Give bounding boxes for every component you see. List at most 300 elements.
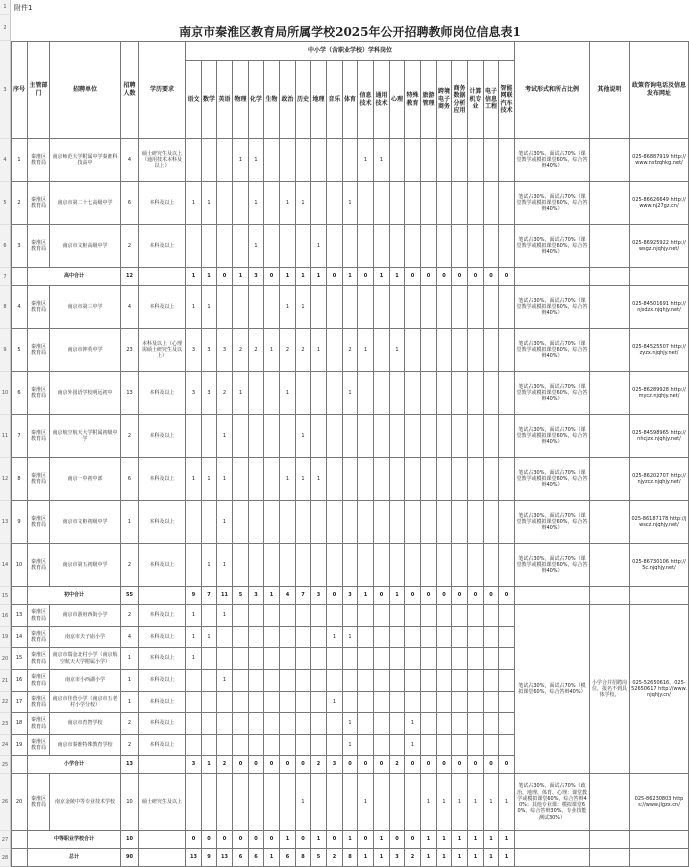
row-seq: 10 <box>11 544 28 587</box>
row-header[interactable]: 14 <box>0 544 11 587</box>
subject-value: 1 <box>202 286 217 329</box>
subject-value <box>452 286 468 329</box>
subject-value <box>484 501 499 544</box>
subject-value <box>499 501 515 544</box>
subject-value <box>421 458 437 501</box>
row-header[interactable]: 11 <box>0 415 11 458</box>
subject-value <box>358 225 374 268</box>
subject-value: 7 <box>202 587 217 605</box>
row-unit: 南京外国语学校明远初中 <box>50 372 121 415</box>
subject-value: 1 <box>186 605 202 627</box>
subject-value <box>296 713 311 735</box>
subject-value <box>358 670 374 692</box>
row-header[interactable]: 26 <box>0 774 11 831</box>
subject-value <box>358 735 374 756</box>
subject-value <box>233 735 249 756</box>
row-header[interactable]: 24 <box>0 735 11 756</box>
subject-value <box>374 372 390 415</box>
subject-value <box>452 544 468 587</box>
subject-value <box>358 648 374 670</box>
subject-value <box>421 670 437 692</box>
subject-value <box>374 544 390 587</box>
subject-value <box>233 225 249 268</box>
subject-value <box>264 713 280 735</box>
subject-value <box>437 544 452 587</box>
subject-value <box>311 139 327 182</box>
subject-value <box>343 139 358 182</box>
subject-value: 1 <box>311 225 327 268</box>
subject-value <box>374 415 390 458</box>
row-count: 2 <box>121 225 139 268</box>
subject-value <box>484 415 499 458</box>
subject-value <box>280 544 296 587</box>
subject-value <box>233 415 249 458</box>
subject-value <box>249 605 264 627</box>
subject-value <box>233 544 249 587</box>
row-header[interactable]: 25 <box>0 756 11 774</box>
subject-value <box>468 501 484 544</box>
subject-value <box>311 648 327 670</box>
subject-value: 6 <box>249 849 264 867</box>
subject-value <box>217 627 233 648</box>
subject-value: 0 <box>186 831 202 849</box>
subject-value: 3 <box>186 329 202 372</box>
subject-value <box>343 225 358 268</box>
primary-exam-merged: 笔试占30%，面试占70%（模拟课堂60%，综合答辩40%） <box>515 605 590 774</box>
row-dept: 秦淮区教育局 <box>28 286 50 329</box>
subject-value: 1 <box>499 849 515 867</box>
row-dept: 秦淮区教育局 <box>28 182 50 225</box>
subject-value: 0 <box>484 756 499 774</box>
subject-value: 0 <box>421 587 437 605</box>
total-edu <box>139 849 186 867</box>
subject-value <box>405 225 421 268</box>
row-header[interactable]: 23 <box>0 713 11 735</box>
subject-value: 13 <box>217 849 233 867</box>
header-subject: 电子信息工程 <box>484 61 499 139</box>
subject-value: 0 <box>421 756 437 774</box>
subject-value: 1 <box>311 831 327 849</box>
row-other <box>590 458 630 501</box>
subject-value: 0 <box>296 756 311 774</box>
row-header[interactable]: 22 <box>0 692 11 713</box>
subject-value: 1 <box>296 774 311 831</box>
subject-value: 1 <box>280 286 296 329</box>
header-subject: 物理 <box>233 61 249 139</box>
row-exam: 笔试占30%，面试占70%（课堂教学或模拟课堂60%，综合答辩40%） <box>515 501 590 544</box>
subject-value: 1 <box>202 458 217 501</box>
subject-value: 1 <box>217 415 233 458</box>
subject-value: 1 <box>405 735 421 756</box>
row-header[interactable]: 28 <box>0 849 11 867</box>
row-other <box>590 329 630 372</box>
row-dept: 秦淮区教育局 <box>28 627 50 648</box>
subject-value: 4 <box>280 587 296 605</box>
subject-value: 0 <box>405 268 421 286</box>
row-count: 1 <box>121 648 139 670</box>
subject-value <box>405 182 421 225</box>
subject-value: 1 <box>217 501 233 544</box>
subject-value <box>390 372 405 415</box>
subject-value <box>437 139 452 182</box>
subject-value <box>186 735 202 756</box>
subject-value <box>249 372 264 415</box>
subject-value <box>437 692 452 713</box>
row-header[interactable]: 1 <box>0 0 11 15</box>
subject-value <box>421 329 437 372</box>
subject-value <box>421 627 437 648</box>
subject-value: 1 <box>437 774 452 831</box>
row-edu: 本科及以上 <box>139 670 186 692</box>
subject-value <box>233 692 249 713</box>
row-edu: 本科及以上 <box>139 458 186 501</box>
subject-value <box>264 648 280 670</box>
subject-value <box>327 182 343 225</box>
subject-value <box>264 605 280 627</box>
row-header[interactable]: 7 <box>0 268 11 286</box>
subject-value: 1 <box>217 670 233 692</box>
subject-value: 1 <box>249 139 264 182</box>
row-policy: 025-86626649 http://www.nj27gz.cn/ <box>630 182 689 225</box>
subject-value <box>311 544 327 587</box>
row-seq: 17 <box>11 692 28 713</box>
subject-value <box>405 415 421 458</box>
subject-value <box>296 670 311 692</box>
row-count: 2 <box>121 415 139 458</box>
subject-value <box>296 735 311 756</box>
subject-value: 1 <box>296 458 311 501</box>
subject-value: 1 <box>217 458 233 501</box>
row-dept: 秦淮区教育局 <box>28 648 50 670</box>
subject-value <box>327 774 343 831</box>
subject-value <box>499 735 515 756</box>
row-edu: 硕士研究生及以上 <box>139 774 186 831</box>
subject-value <box>374 501 390 544</box>
row-other <box>590 831 630 849</box>
row-header[interactable]: 9 <box>0 329 11 372</box>
row-header[interactable]: 13 <box>0 501 11 544</box>
subject-value <box>499 182 515 225</box>
subject-value <box>358 713 374 735</box>
subject-value <box>327 139 343 182</box>
row-dept: 秦淮区教育局 <box>28 544 50 587</box>
row-header[interactable]: 2 <box>0 15 11 41</box>
row-header[interactable]: 12 <box>0 458 11 501</box>
subject-value <box>405 139 421 182</box>
row-dept: 秦淮区教育局 <box>28 605 50 627</box>
subject-value <box>327 648 343 670</box>
header-other: 其他说明 <box>590 41 630 139</box>
row-unit: 南京市文枢初级中学 <box>50 501 121 544</box>
subject-value: 1 <box>186 182 202 225</box>
subject-value <box>264 225 280 268</box>
subject-value <box>499 139 515 182</box>
subject-value <box>249 286 264 329</box>
subject-value: 0 <box>484 268 499 286</box>
subject-value: 9 <box>202 849 217 867</box>
subject-value <box>468 605 484 627</box>
row-other <box>590 286 630 329</box>
subject-value: 1 <box>217 605 233 627</box>
subject-value <box>327 458 343 501</box>
subject-value: 2 <box>327 849 343 867</box>
subject-value <box>280 627 296 648</box>
total-label: 高中合计 <box>28 268 121 286</box>
row-edu: 本科及以上 <box>139 648 186 670</box>
subject-value <box>390 605 405 627</box>
subject-value <box>358 458 374 501</box>
subject-value <box>484 648 499 670</box>
row-unit: 南京市文枢高级中学 <box>50 225 121 268</box>
subject-value <box>296 225 311 268</box>
subject-value: 1 <box>452 774 468 831</box>
row-seq: 18 <box>11 713 28 735</box>
row-edu: 本科及以上（心理需硕士研究生及以上） <box>139 329 186 372</box>
subject-value <box>311 182 327 225</box>
subject-value <box>468 182 484 225</box>
subject-value: 1 <box>296 286 311 329</box>
row-edu: 本科及以上 <box>139 501 186 544</box>
subject-value <box>421 372 437 415</box>
row-unit: 南京市第三中学 <box>50 286 121 329</box>
subject-value <box>421 735 437 756</box>
subject-value: 1 <box>374 831 390 849</box>
subject-value: 2 <box>280 329 296 372</box>
subject-value <box>452 670 468 692</box>
subject-value: 3 <box>186 372 202 415</box>
row-other <box>590 372 630 415</box>
total-count: 10 <box>121 831 139 849</box>
subject-value <box>327 329 343 372</box>
subject-value: 11 <box>217 587 233 605</box>
subject-value <box>327 544 343 587</box>
subject-value <box>343 774 358 831</box>
subject-value <box>499 627 515 648</box>
subject-value <box>296 648 311 670</box>
subject-value: 2 <box>390 756 405 774</box>
subject-value <box>499 692 515 713</box>
subject-value <box>437 182 452 225</box>
subject-value: 1 <box>468 831 484 849</box>
subject-value <box>202 735 217 756</box>
subject-value: 2 <box>405 849 421 867</box>
row-edu: 本科及以上 <box>139 627 186 648</box>
row-dept: 秦淮区教育局 <box>28 774 50 831</box>
subject-value: 1 <box>327 692 343 713</box>
subject-value: 1 <box>249 182 264 225</box>
subject-value <box>233 182 249 225</box>
row-policy: 025-84501691 http://njsdzx.njqhjy.net/ <box>630 286 689 329</box>
subject-value: 1 <box>421 831 437 849</box>
subject-value <box>327 225 343 268</box>
primary-other-merged: 小学合并招聘岗位，报名不到具体学校。 <box>590 605 630 774</box>
subject-value <box>311 774 327 831</box>
subject-value <box>186 415 202 458</box>
subject-value <box>233 605 249 627</box>
subject-value: 0 <box>452 756 468 774</box>
subject-value <box>452 605 468 627</box>
row-dept: 秦淮区教育局 <box>28 139 50 182</box>
row-unit: 南京市秦淮特殊教育学校 <box>50 735 121 756</box>
row-header[interactable]: 27 <box>0 831 11 849</box>
subject-value <box>327 670 343 692</box>
subject-value: 2 <box>343 329 358 372</box>
subject-value: 0 <box>264 831 280 849</box>
subject-value <box>468 670 484 692</box>
subject-value <box>202 713 217 735</box>
subject-value <box>233 501 249 544</box>
total-edu <box>139 587 186 605</box>
subject-value: 7 <box>296 587 311 605</box>
header-subject: 数学 <box>202 61 217 139</box>
subject-value <box>296 627 311 648</box>
subject-value <box>311 692 327 713</box>
row-unit: 南京市夫子庙小学 <box>50 627 121 648</box>
subject-value <box>468 648 484 670</box>
row-seq: 15 <box>11 648 28 670</box>
subject-value: 1 <box>280 182 296 225</box>
subject-value <box>358 372 374 415</box>
row-header[interactable]: 21 <box>0 670 11 692</box>
subject-value <box>233 286 249 329</box>
total-seq <box>11 831 28 849</box>
subject-value <box>186 670 202 692</box>
subject-value <box>437 372 452 415</box>
subject-value <box>484 372 499 415</box>
subject-value: 1 <box>186 268 202 286</box>
subject-value: 0 <box>468 268 484 286</box>
row-count: 6 <box>121 458 139 501</box>
subject-value <box>390 692 405 713</box>
subject-value: 1 <box>202 756 217 774</box>
subject-value <box>484 225 499 268</box>
header-subject: 语文 <box>186 61 202 139</box>
subject-value <box>484 605 499 627</box>
row-other <box>590 544 630 587</box>
total-seq <box>11 756 28 774</box>
subject-value <box>437 670 452 692</box>
subject-value <box>264 670 280 692</box>
row-exam <box>515 849 590 867</box>
subject-value <box>499 648 515 670</box>
header-subject: 智能网联汽车技术 <box>499 61 515 139</box>
subject-value <box>452 182 468 225</box>
row-dept: 秦淮区教育局 <box>28 458 50 501</box>
subject-value <box>280 605 296 627</box>
subject-value <box>217 713 233 735</box>
subject-value <box>280 735 296 756</box>
row-other <box>590 268 630 286</box>
subject-value <box>296 501 311 544</box>
subject-value <box>358 627 374 648</box>
row-header[interactable]: 20 <box>0 648 11 670</box>
subject-value: 0 <box>327 268 343 286</box>
subject-value: 2 <box>233 329 249 372</box>
total-seq <box>11 849 28 867</box>
subject-value <box>202 670 217 692</box>
header-subject: 通用技术 <box>374 61 390 139</box>
subject-value <box>249 774 264 831</box>
subject-value: 0 <box>437 756 452 774</box>
header-subject: 跨境电子商务 <box>437 61 452 139</box>
subject-value <box>264 544 280 587</box>
row-edu: 本科及以上 <box>139 372 186 415</box>
row-header[interactable]: 5 <box>0 182 11 225</box>
subject-value: 0 <box>358 831 374 849</box>
subject-value: 1 <box>374 849 390 867</box>
subject-value <box>327 501 343 544</box>
header-exam: 考试形式和所占比例 <box>515 41 590 139</box>
row-header[interactable]: 8 <box>0 286 11 329</box>
row-exam: 笔试占30%，面试占70%（课堂教学或模拟课堂60%，综合答辩40%） <box>515 286 590 329</box>
row-seq: 2 <box>11 182 28 225</box>
subject-value: 3 <box>202 329 217 372</box>
subject-value: 1 <box>202 182 217 225</box>
subject-value <box>249 670 264 692</box>
row-header[interactable]: 15 <box>0 587 11 605</box>
subject-value <box>405 458 421 501</box>
subject-value: 2 <box>217 756 233 774</box>
subject-value: 1 <box>311 268 327 286</box>
row-exam: 笔试占30%，面试占70%（课堂教学或模拟课堂60%，综合答辩40%） <box>515 415 590 458</box>
row-header[interactable]: 10 <box>0 372 11 415</box>
total-count: 90 <box>121 849 139 867</box>
subject-value: 0 <box>484 587 499 605</box>
header-subject: 计算机专业 <box>468 61 484 139</box>
subject-value: 0 <box>499 756 515 774</box>
subject-value: 1 <box>358 587 374 605</box>
row-policy <box>630 587 689 605</box>
row-count: 4 <box>121 286 139 329</box>
row-edu: 本科及以上 <box>139 692 186 713</box>
row-unit: 南京市育智学校 <box>50 713 121 735</box>
subject-value <box>217 182 233 225</box>
subject-value <box>405 670 421 692</box>
subject-value: 0 <box>437 587 452 605</box>
row-header[interactable]: 4 <box>0 139 11 182</box>
row-policy: 025-86187178 http://jwscz.njqhjy.net/ <box>630 501 689 544</box>
subject-value <box>343 605 358 627</box>
subject-value: 2 <box>311 756 327 774</box>
row-header[interactable]: 19 <box>0 627 11 648</box>
subject-value <box>437 735 452 756</box>
subject-value <box>374 286 390 329</box>
row-count: 1 <box>121 692 139 713</box>
header-seq: 序号 <box>11 41 28 139</box>
row-header[interactable]: 3 <box>0 41 11 139</box>
row-dept: 秦淮区教育局 <box>28 735 50 756</box>
subject-value <box>484 692 499 713</box>
row-header[interactable]: 6 <box>0 225 11 268</box>
row-dept: 秦淮区教育局 <box>28 225 50 268</box>
row-count: 23 <box>121 329 139 372</box>
subject-value <box>437 501 452 544</box>
total-label: 初中合计 <box>28 587 121 605</box>
subject-value <box>217 735 233 756</box>
subject-value <box>374 774 390 831</box>
subject-value <box>217 648 233 670</box>
subject-value <box>484 139 499 182</box>
row-header[interactable]: 16 <box>0 605 11 627</box>
subject-value: 1 <box>468 774 484 831</box>
subject-value <box>217 692 233 713</box>
row-seq: 5 <box>11 329 28 372</box>
subject-value <box>374 735 390 756</box>
header-subject: 化学 <box>249 61 264 139</box>
subject-value <box>499 372 515 415</box>
row-count: 10 <box>121 774 139 831</box>
row-unit: 南京金陵中等专业技术学校 <box>50 774 121 831</box>
